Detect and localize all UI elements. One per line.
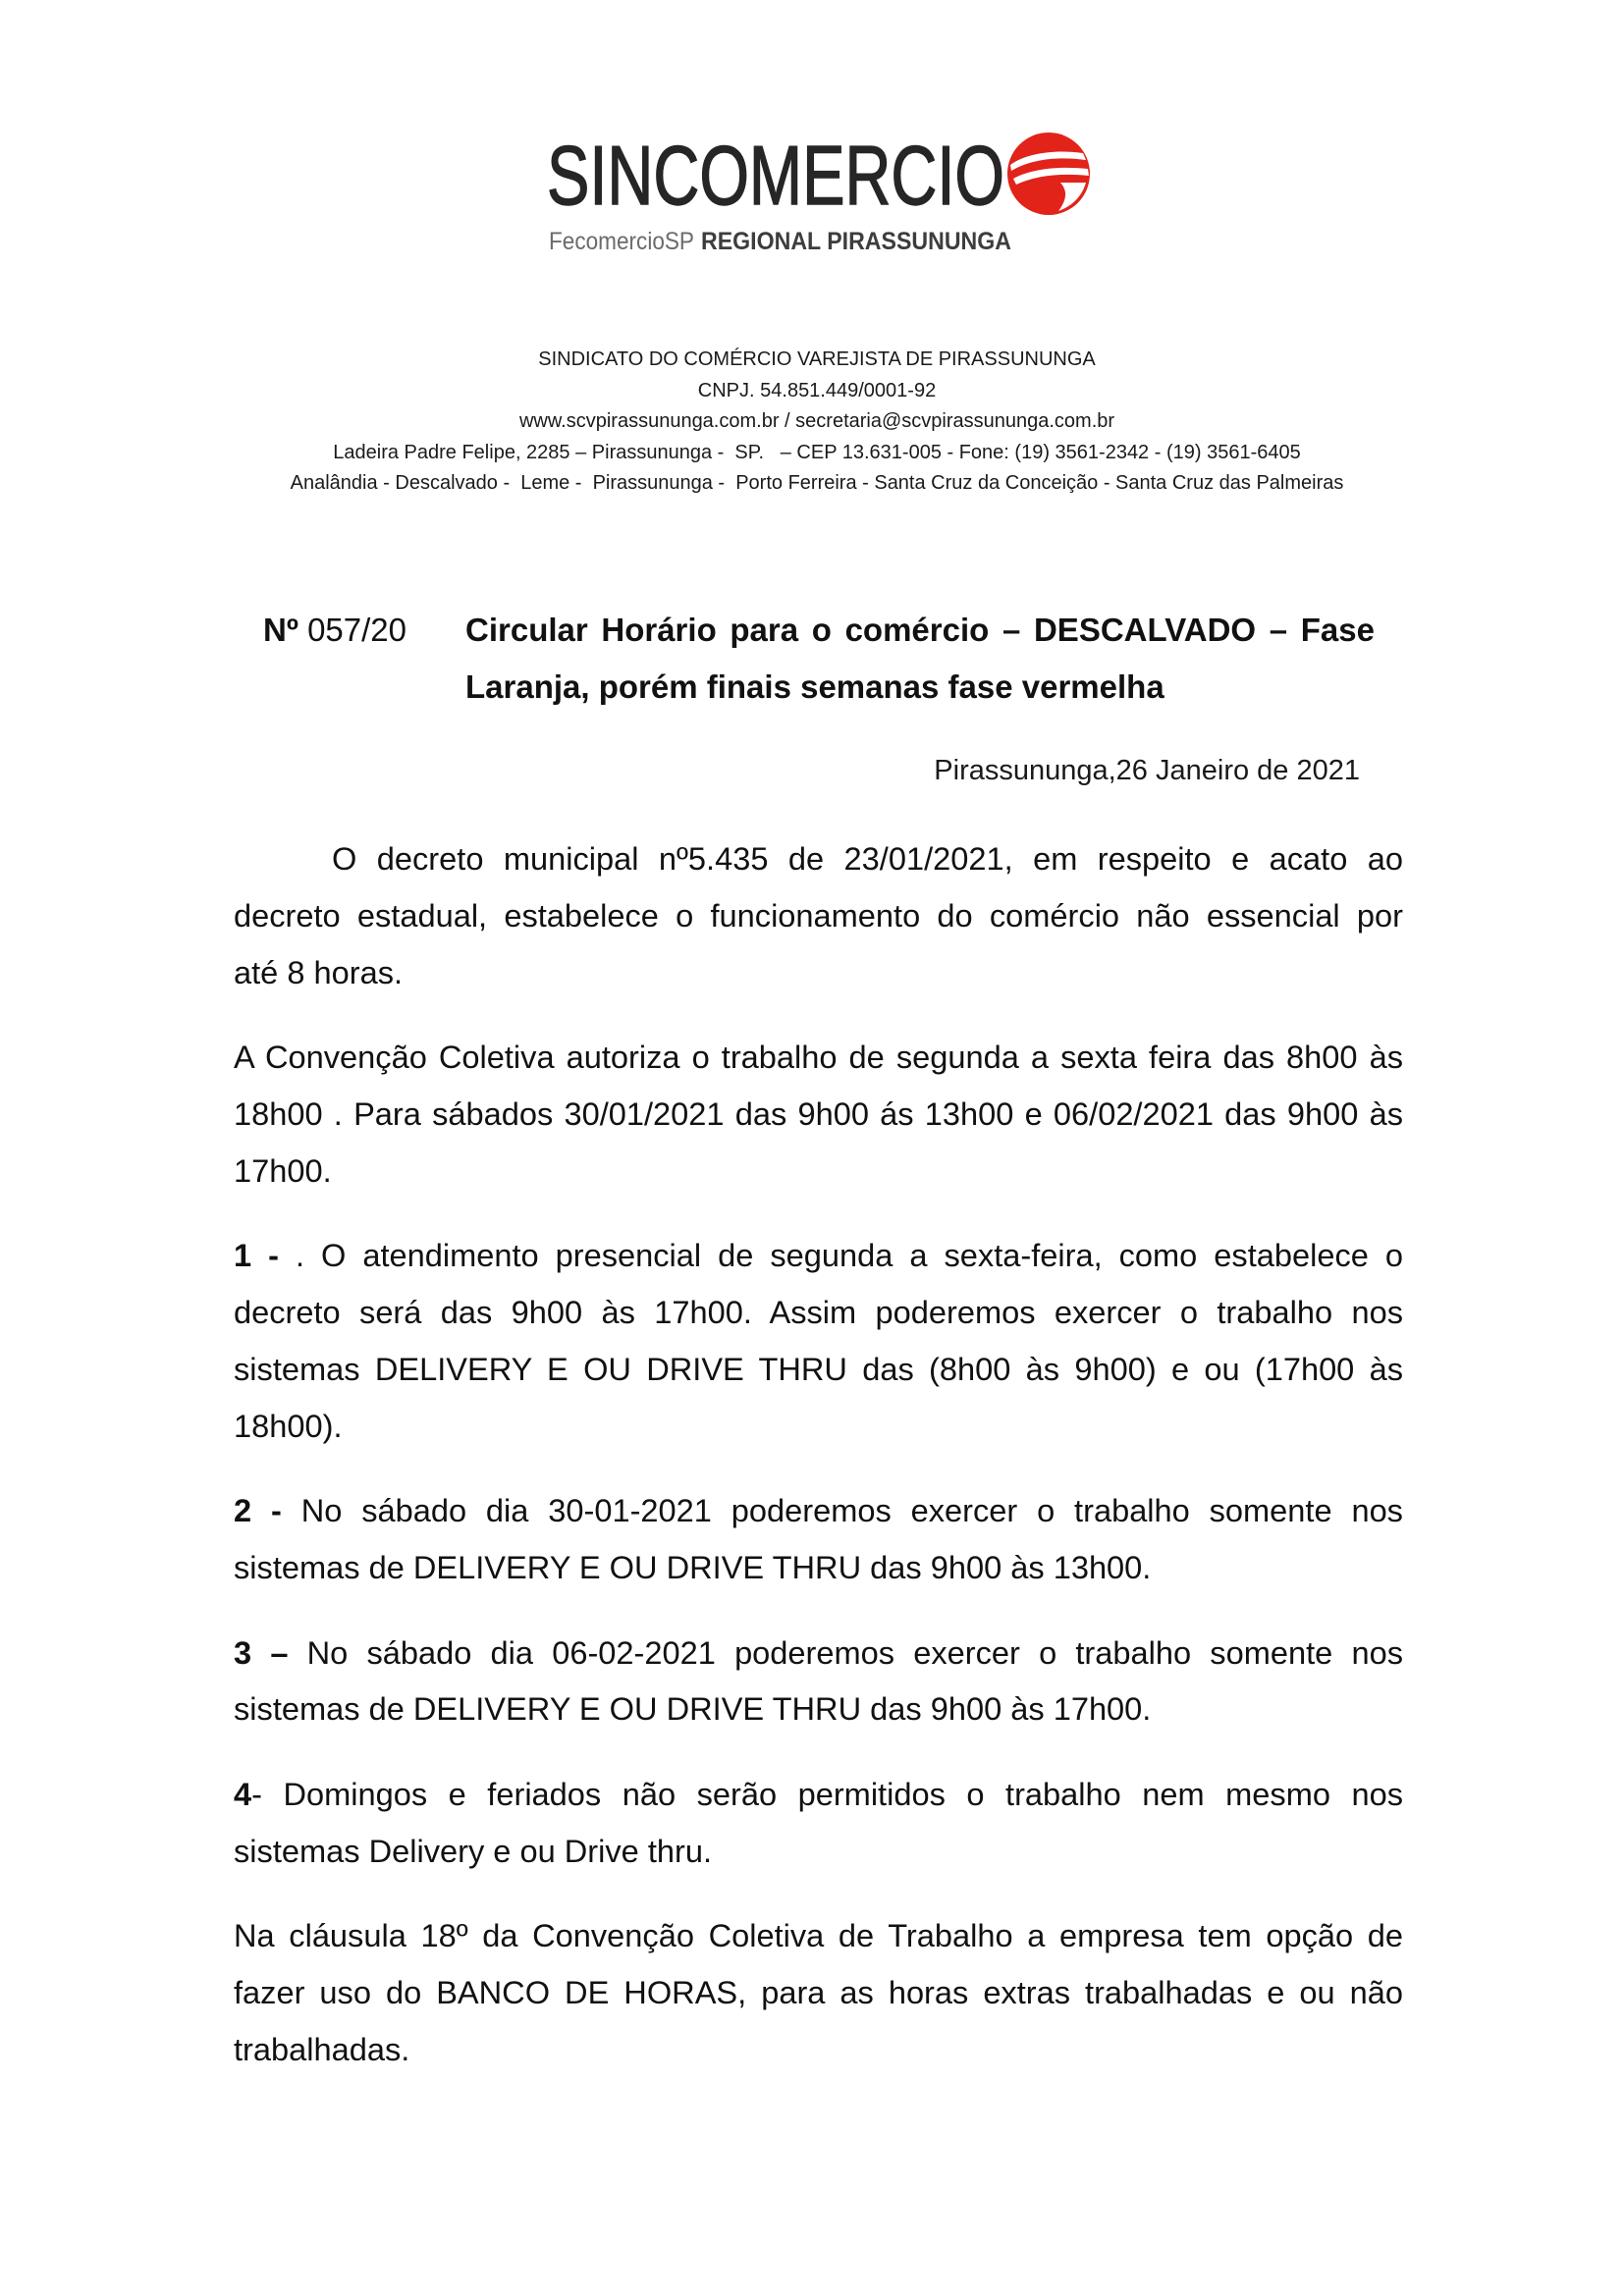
circular-title-line: Circular Horário para o comércio – DESCALVADO – Fase [465, 612, 1375, 648]
paragraph-line [234, 1766, 1403, 1823]
paragraph-line-text: No sábado dia 06-02-2021 poderemos exercer o trabalho somente nos [306, 1633, 1403, 1671]
paragraph [234, 830, 1403, 1000]
paragraph-line [234, 1625, 1403, 1682]
circular-number-label: Nº [263, 612, 298, 648]
paragraph-line-text: - Domingos e feriados não serão permitidos o trabalho nem mesmo nos [251, 1775, 1403, 1812]
circular-number [263, 602, 406, 659]
paragraph-label: 4 [234, 1775, 252, 1812]
circular-title-line: Laranja, porém finais semanas fase vermelha [465, 668, 1164, 705]
paragraph [234, 1625, 1403, 1738]
mercury-helmet-icon [1007, 133, 1090, 215]
paragraph-line: trabalhadas. [234, 2030, 410, 2067]
paragraph-line [234, 1482, 1403, 1539]
letterhead-line: SINDICATO DO COMÉRCIO VAREJISTA DE PIRASSUNUNGA [538, 348, 1096, 370]
paragraph-line: decreto será das 9h00 às 17h00. Assim poderemos exercer o trabalho nos [234, 1294, 1403, 1331]
paragraph-line [234, 1227, 1403, 1284]
paragraph-line-text: . O atendimento presencial de segunda a sexta-feira, como estabelece o [295, 1237, 1403, 1274]
letterhead-line: www.scvpirassununga.com.br / secretaria@scvpirassununga.com.br [518, 410, 1115, 432]
circular-heading [263, 602, 1382, 716]
paragraph-line: sistemas DELIVERY E OU DRIVE THRU das (8h00 às 9h00) e ou (17h00 às [234, 1350, 1403, 1387]
paragraph [234, 1029, 1403, 1199]
logo-wordmark: SINCOMERCIO [547, 130, 1004, 223]
letterhead-line: CNPJ. 54.851.449/0001-92 [697, 379, 937, 401]
paragraph-line: A Convenção Coletiva autoriza o trabalho de segunda a sexta feira das 8h00 às [234, 1039, 1403, 1076]
paragraph-line: 18h00). [234, 1407, 343, 1444]
paragraph-label: 2 - [234, 1492, 282, 1529]
paragraph [234, 1766, 1403, 1880]
logo-subline-prefix: FecomercioSP [549, 228, 694, 255]
paragraph [234, 1907, 1403, 2077]
paragraph-line: O decreto municipal nº5.435 de 23/01/2021, em respeito e acato ao [332, 840, 1403, 877]
document-body [234, 830, 1403, 2078]
paragraph-line: até 8 horas. [234, 953, 404, 990]
paragraph [234, 1482, 1403, 1596]
logo [0, 0, 1624, 285]
letterhead-line: Ladeira Padre Felipe, 2285 – Pirassununga - SP. – CEP 13.631-005 - Fone: (19) 3561-2342 - (19) 3561-6405 [333, 441, 1301, 463]
circular-number-value: 057/20 [307, 612, 406, 648]
paragraph-line: Na cláusula 18º da Convenção Coletiva de Trabalho a empresa tem opção de [234, 1917, 1403, 1954]
paragraph-line: sistemas de DELIVERY E OU DRIVE THRU das 9h00 às 17h00. [234, 1690, 1152, 1728]
document-date: Pirassununga,26 Janeiro de 2021 [934, 755, 1360, 786]
logo-subline-main: REGIONAL PIRASSUNUNGA [701, 228, 1011, 255]
paragraph-line: 17h00. [234, 1151, 332, 1189]
paragraph-label: 1 - [234, 1237, 279, 1274]
paragraph-line-text: No sábado dia 30-01-2021 poderemos exercer o trabalho somente nos [300, 1492, 1403, 1529]
letterhead-line: Analândia - Descalvado - Leme - Pirassununga - Porto Ferreira - Santa Cruz da Conceição - Santa Cruz das Palmeiras [290, 472, 1344, 494]
paragraph-line: sistemas Delivery e ou Drive thru. [234, 1832, 713, 1869]
paragraph-line: decreto estadual, estabelece o funcionamento do comércio não essencial por [234, 896, 1403, 934]
paragraph-line: fazer uso do BANCO DE HORAS, para as horas extras trabalhadas e ou não [234, 1974, 1403, 2011]
paragraph [234, 1227, 1403, 1454]
letterhead [10, 345, 1624, 500]
paragraph-label: 3 – [234, 1633, 289, 1671]
paragraph-line: 18h00 . Para sábados 30/01/2021 das 9h00 ás 13h00 e 06/02/2021 das 9h00 às [234, 1095, 1403, 1132]
circular-title [465, 602, 1375, 716]
paragraph-line: sistemas de DELIVERY E OU DRIVE THRU das 9h00 às 13h00. [234, 1548, 1152, 1585]
